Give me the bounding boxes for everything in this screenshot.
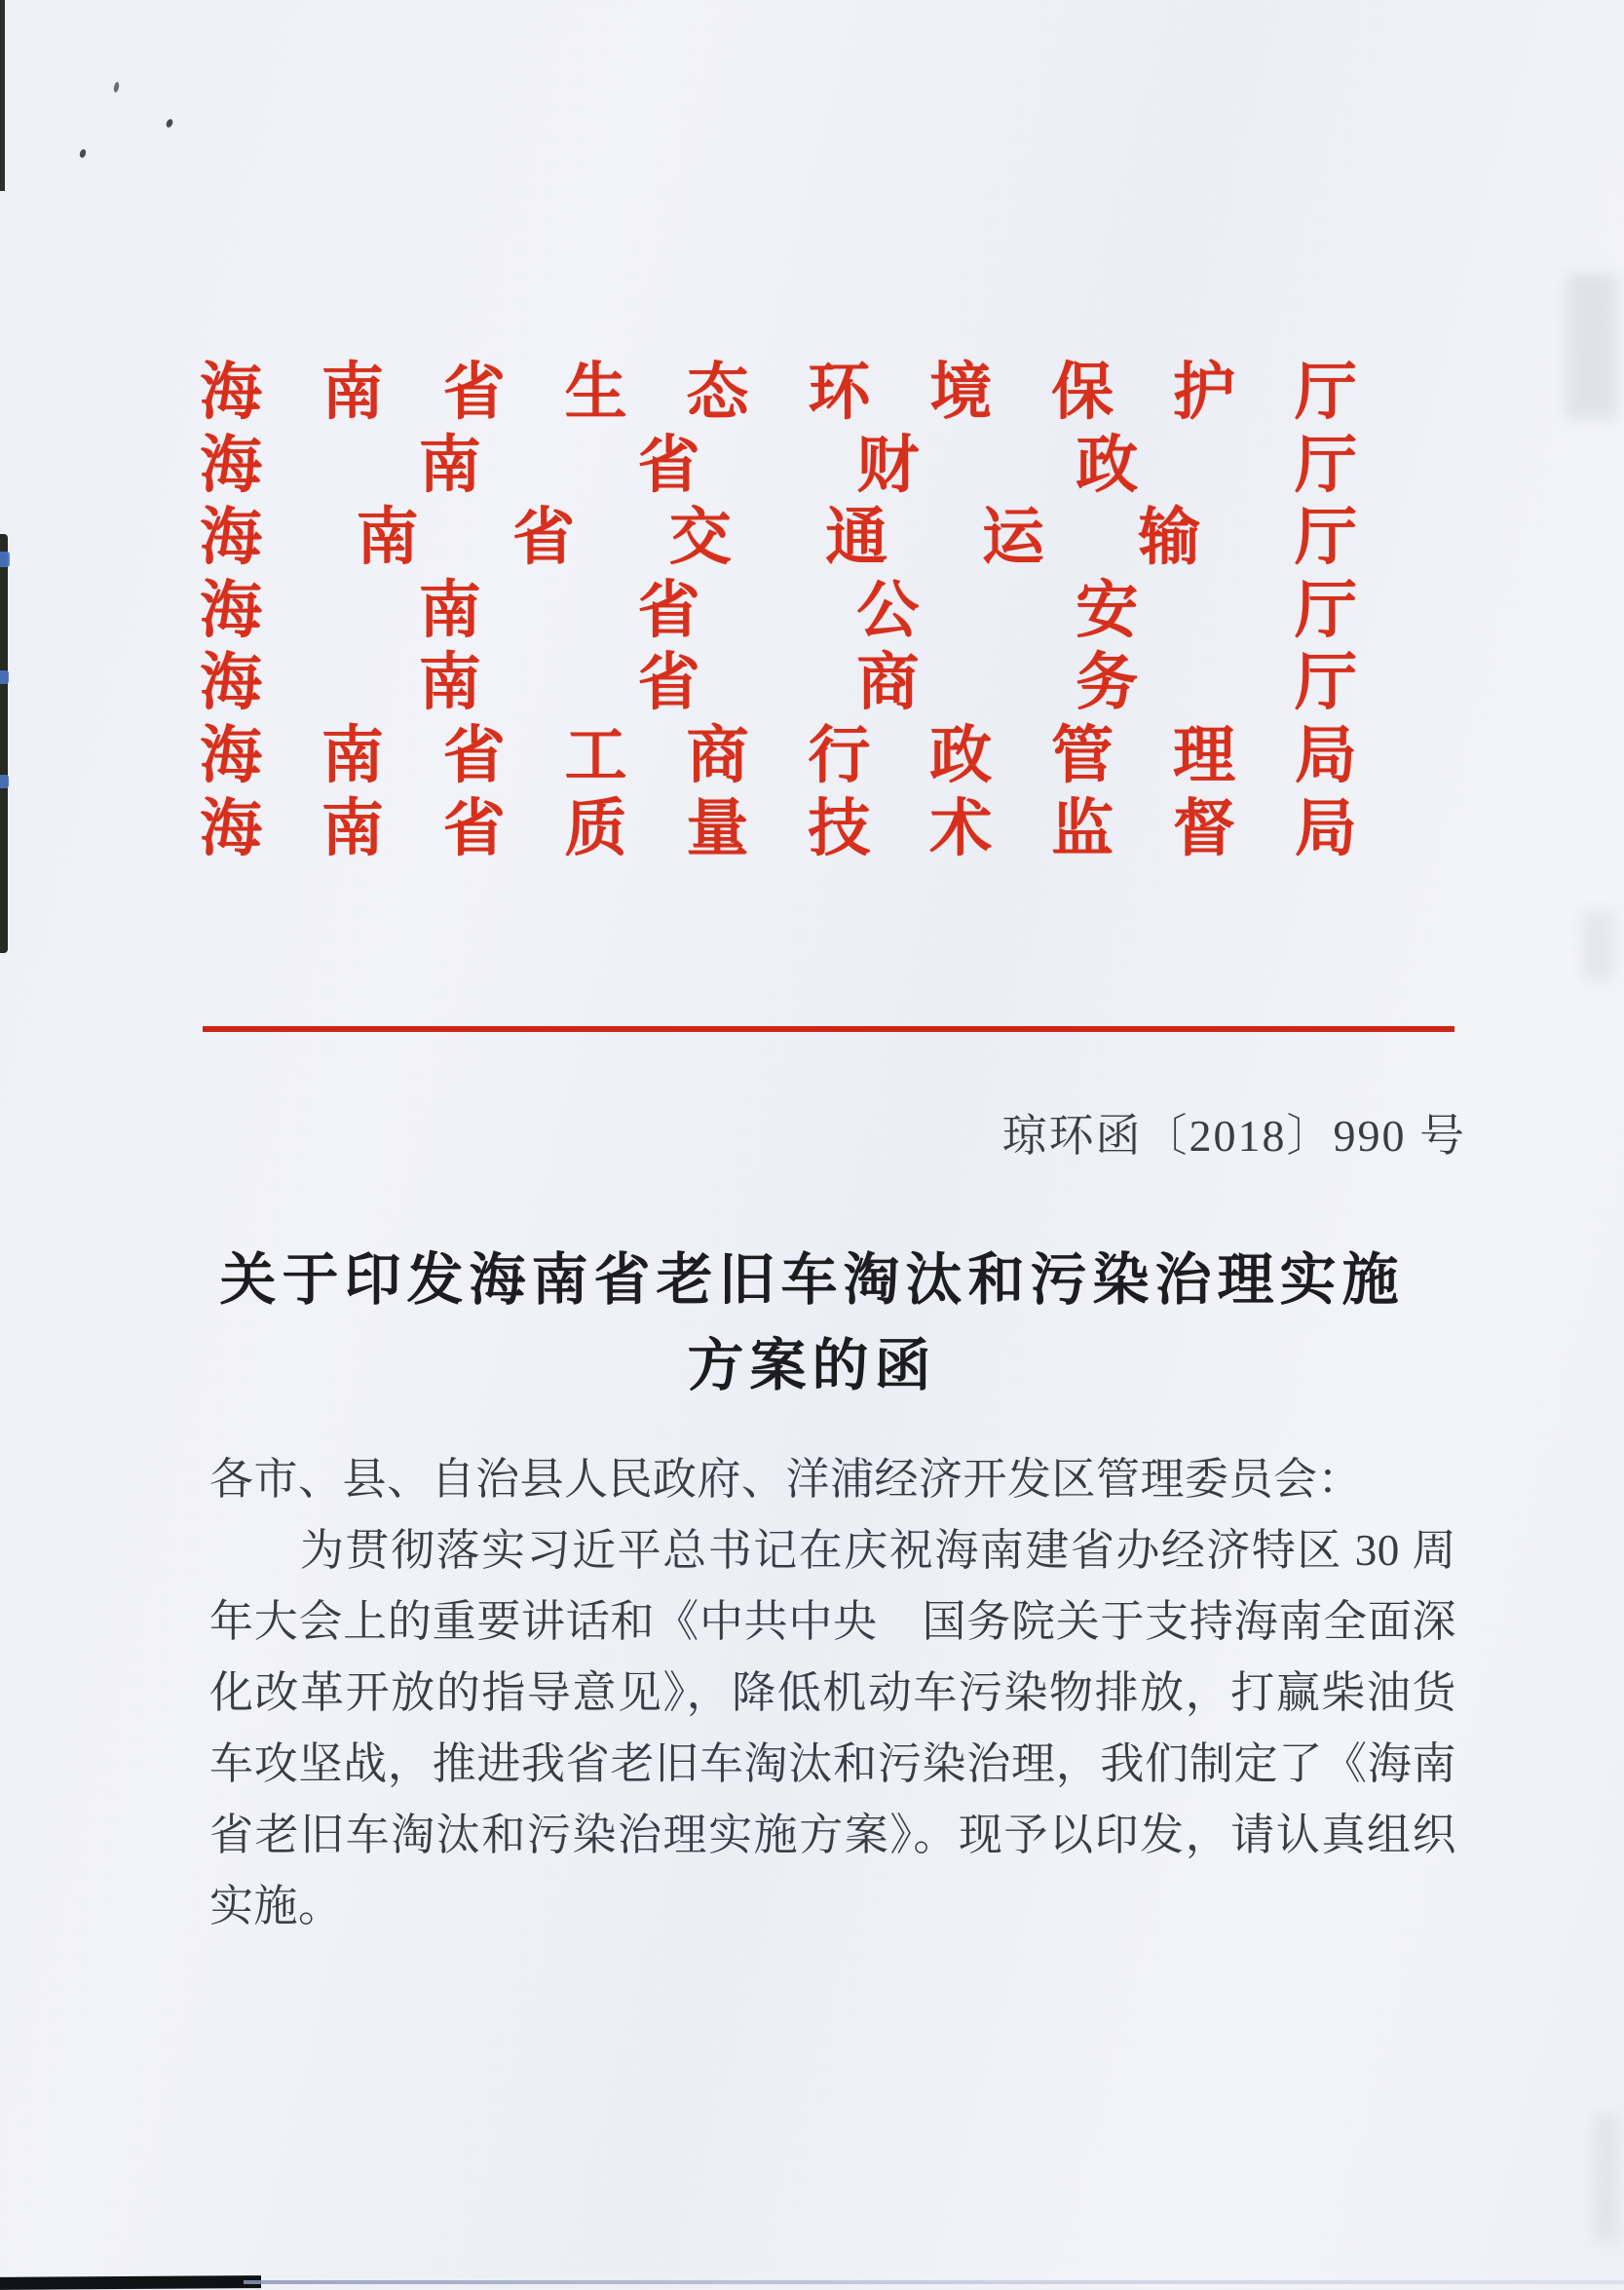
body-line: 年大会上的重要讲话和《中共中央 国务院关于支持海南全面深 bbox=[209, 1597, 1456, 1646]
scan-blue-mark bbox=[0, 670, 9, 684]
scan-smudge bbox=[1567, 273, 1617, 419]
agency-char: 安 bbox=[1076, 573, 1139, 647]
agency-char: 务 bbox=[1076, 646, 1139, 720]
agency-row bbox=[200, 647, 1357, 720]
agency-char: 海 bbox=[200, 428, 262, 502]
document-title bbox=[0, 1238, 1624, 1409]
scan-speck bbox=[113, 82, 120, 94]
scan-speck bbox=[165, 118, 173, 129]
agency-char: 省 bbox=[442, 718, 506, 792]
agency-char: 政 bbox=[1076, 428, 1139, 502]
agency-char: 工 bbox=[564, 718, 627, 792]
scan-speck bbox=[79, 148, 87, 158]
agency-char: 生 bbox=[564, 356, 627, 429]
agency-char: 技 bbox=[808, 791, 871, 865]
body-line: 省老旧车淘汰和污染治理实施方案》。现予以印发，请认真组织 bbox=[209, 1811, 1456, 1859]
agency-char: 海 bbox=[200, 791, 262, 865]
agency-row bbox=[200, 720, 1357, 793]
agency-char: 境 bbox=[929, 356, 993, 429]
agency-char: 督 bbox=[1173, 791, 1235, 865]
scan-blue-mark bbox=[0, 552, 10, 567]
agency-char: 环 bbox=[808, 356, 871, 429]
agency-char: 厅 bbox=[1294, 646, 1357, 720]
agency-char: 监 bbox=[1051, 791, 1114, 865]
agency-char: 南 bbox=[418, 428, 481, 502]
agency-char: 海 bbox=[200, 501, 262, 575]
agency-char: 态 bbox=[686, 356, 749, 429]
agency-char: 南 bbox=[321, 356, 384, 429]
scan-smudge bbox=[1594, 2115, 1619, 2241]
scan-blue-mark bbox=[0, 775, 9, 788]
scan-bottom-artifact bbox=[0, 2275, 261, 2290]
document-title-line2: 方案的函 bbox=[687, 1334, 937, 1397]
agency-char: 厅 bbox=[1294, 573, 1357, 647]
body-salutation-line: 各市、县、自治县人民政府、洋浦经济开发区管理委员会： bbox=[209, 1455, 1363, 1504]
agency-char: 质 bbox=[564, 791, 627, 865]
agency-char: 南 bbox=[418, 573, 481, 647]
agency-char: 公 bbox=[856, 573, 920, 647]
agency-char: 通 bbox=[825, 501, 888, 575]
agency-char: 海 bbox=[200, 646, 262, 720]
document-title-line1: 关于印发海南省老旧车淘汰和污染治理实施 bbox=[219, 1248, 1405, 1312]
scan-smudge bbox=[1582, 911, 1613, 979]
agency-char: 商 bbox=[686, 718, 749, 792]
agency-char: 术 bbox=[929, 791, 993, 865]
agency-char: 厅 bbox=[1294, 428, 1357, 502]
scan-edge-artifact bbox=[0, 0, 5, 191]
agency-char: 省 bbox=[637, 428, 700, 502]
agency-char: 海 bbox=[200, 718, 262, 792]
agency-row bbox=[200, 502, 1357, 575]
agency-char: 海 bbox=[200, 573, 262, 647]
agency-char: 省 bbox=[512, 501, 576, 575]
agency-char: 省 bbox=[637, 573, 700, 647]
agency-char: 厅 bbox=[1294, 501, 1357, 575]
letterhead-rule bbox=[203, 1026, 1454, 1032]
agency-char: 行 bbox=[808, 718, 871, 792]
agency-char: 南 bbox=[321, 791, 384, 865]
agency-char: 政 bbox=[929, 718, 993, 792]
agency-char: 局 bbox=[1294, 718, 1357, 792]
agency-row bbox=[200, 793, 1357, 866]
agency-char: 理 bbox=[1173, 718, 1235, 792]
agency-char: 交 bbox=[668, 501, 732, 575]
agency-char: 南 bbox=[321, 718, 384, 792]
agency-char: 南 bbox=[356, 501, 419, 575]
scan-edge-artifact bbox=[0, 534, 8, 953]
body-line: 实施。 bbox=[209, 1882, 343, 1930]
body-line: 化改革开放的指导意见》，降低机动车污染物排放，打赢柴油货 bbox=[209, 1668, 1456, 1717]
agency-char: 省 bbox=[442, 791, 506, 865]
letterhead-agency-list bbox=[200, 357, 1357, 865]
agency-row bbox=[200, 575, 1357, 648]
agency-char: 南 bbox=[418, 646, 481, 720]
agency-char: 商 bbox=[856, 646, 920, 720]
document-number: 琼环函〔2018〕990 号 bbox=[1001, 1111, 1466, 1161]
agency-char: 局 bbox=[1294, 791, 1357, 865]
agency-char: 厅 bbox=[1294, 356, 1357, 429]
agency-char: 海 bbox=[200, 356, 262, 429]
body-text bbox=[209, 1444, 1456, 1942]
agency-char: 财 bbox=[856, 428, 920, 502]
agency-char: 量 bbox=[686, 791, 749, 865]
agency-char: 省 bbox=[442, 356, 506, 429]
agency-row bbox=[200, 430, 1357, 503]
scan-bottom-line bbox=[244, 2280, 1624, 2284]
agency-char: 运 bbox=[981, 501, 1044, 575]
body-line: 为贯彻落实习近平总书记在庆祝海南建省办经济特区 30 周 bbox=[209, 1526, 1456, 1575]
agency-char: 管 bbox=[1051, 718, 1114, 792]
agency-char: 护 bbox=[1173, 356, 1235, 429]
agency-char: 保 bbox=[1051, 356, 1114, 429]
agency-row bbox=[200, 357, 1357, 430]
body-line: 车攻坚战，推进我省老旧车淘汰和污染治理，我们制定了《海南 bbox=[209, 1739, 1456, 1788]
agency-char: 输 bbox=[1138, 501, 1201, 575]
agency-char: 省 bbox=[637, 646, 700, 720]
